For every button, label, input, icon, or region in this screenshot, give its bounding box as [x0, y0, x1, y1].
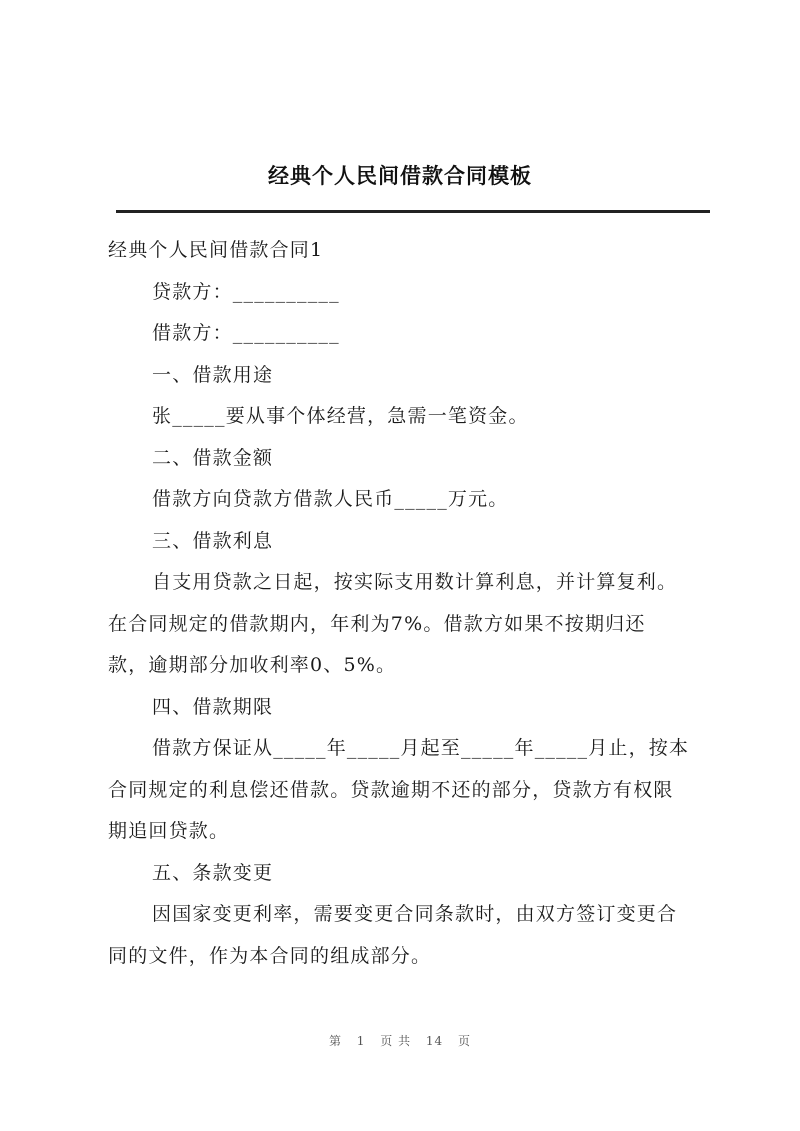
section-title-amount: 二、借款金额: [152, 446, 274, 469]
section-text-term-line-1: 借款方保证从_____年_____月起至_____年_____月止，按本: [152, 737, 690, 759]
section-text-purpose: 张_____要从事个体经营，急需一笔资金。: [152, 405, 529, 427]
section-text-term-line-2: 合同规定的利息偿还借款。贷款逾期不还的部分，贷款方有权限: [108, 778, 674, 801]
section-text-changes-line-1: 因国家变更利率，需要变更合同条款时，由双方签订变更合: [152, 903, 678, 925]
footer-label-of: 页 共: [380, 1034, 412, 1048]
borrower-line: 借款方：__________: [152, 322, 340, 344]
page-footer: [0, 1032, 800, 1049]
document-title: 经典个人民间借款合同模板: [268, 164, 532, 188]
footer-label-page: 第: [328, 1034, 342, 1048]
section-title-purpose: 一、借款用途: [152, 363, 274, 386]
contract-heading: 经典个人民间借款合同1: [108, 239, 324, 261]
section-title-interest: 三、借款利息: [152, 529, 274, 552]
section-text-interest-line-1: 自支用贷款之日起，按实际支用数计算利息，并计算复利。: [152, 571, 678, 593]
document-body: [108, 230, 712, 977]
title-divider: [116, 210, 710, 213]
footer-current-page: 1: [356, 1034, 366, 1048]
section-title-changes: 五、条款变更: [152, 861, 274, 884]
section-title-term: 四、借款期限: [152, 695, 274, 718]
section-text-interest-line-2: 在合同规定的借款期内，年利为7%。借款方如果不按期归还: [108, 612, 646, 635]
footer-label-pages: 页: [458, 1034, 472, 1048]
section-text-interest-line-3: 款，逾期部分加收利率0、5%。: [108, 654, 397, 676]
section-text-changes-line-2: 同的文件，作为本合同的组成部分。: [108, 944, 432, 967]
page-header: [0, 160, 800, 190]
section-text-amount: 借款方向贷款方借款人民币_____万元。: [152, 488, 509, 510]
lender-line: 贷款方：__________: [152, 280, 340, 303]
section-text-term-line-3: 期追回贷款。: [108, 820, 230, 842]
footer-total-pages: 14: [425, 1034, 444, 1048]
